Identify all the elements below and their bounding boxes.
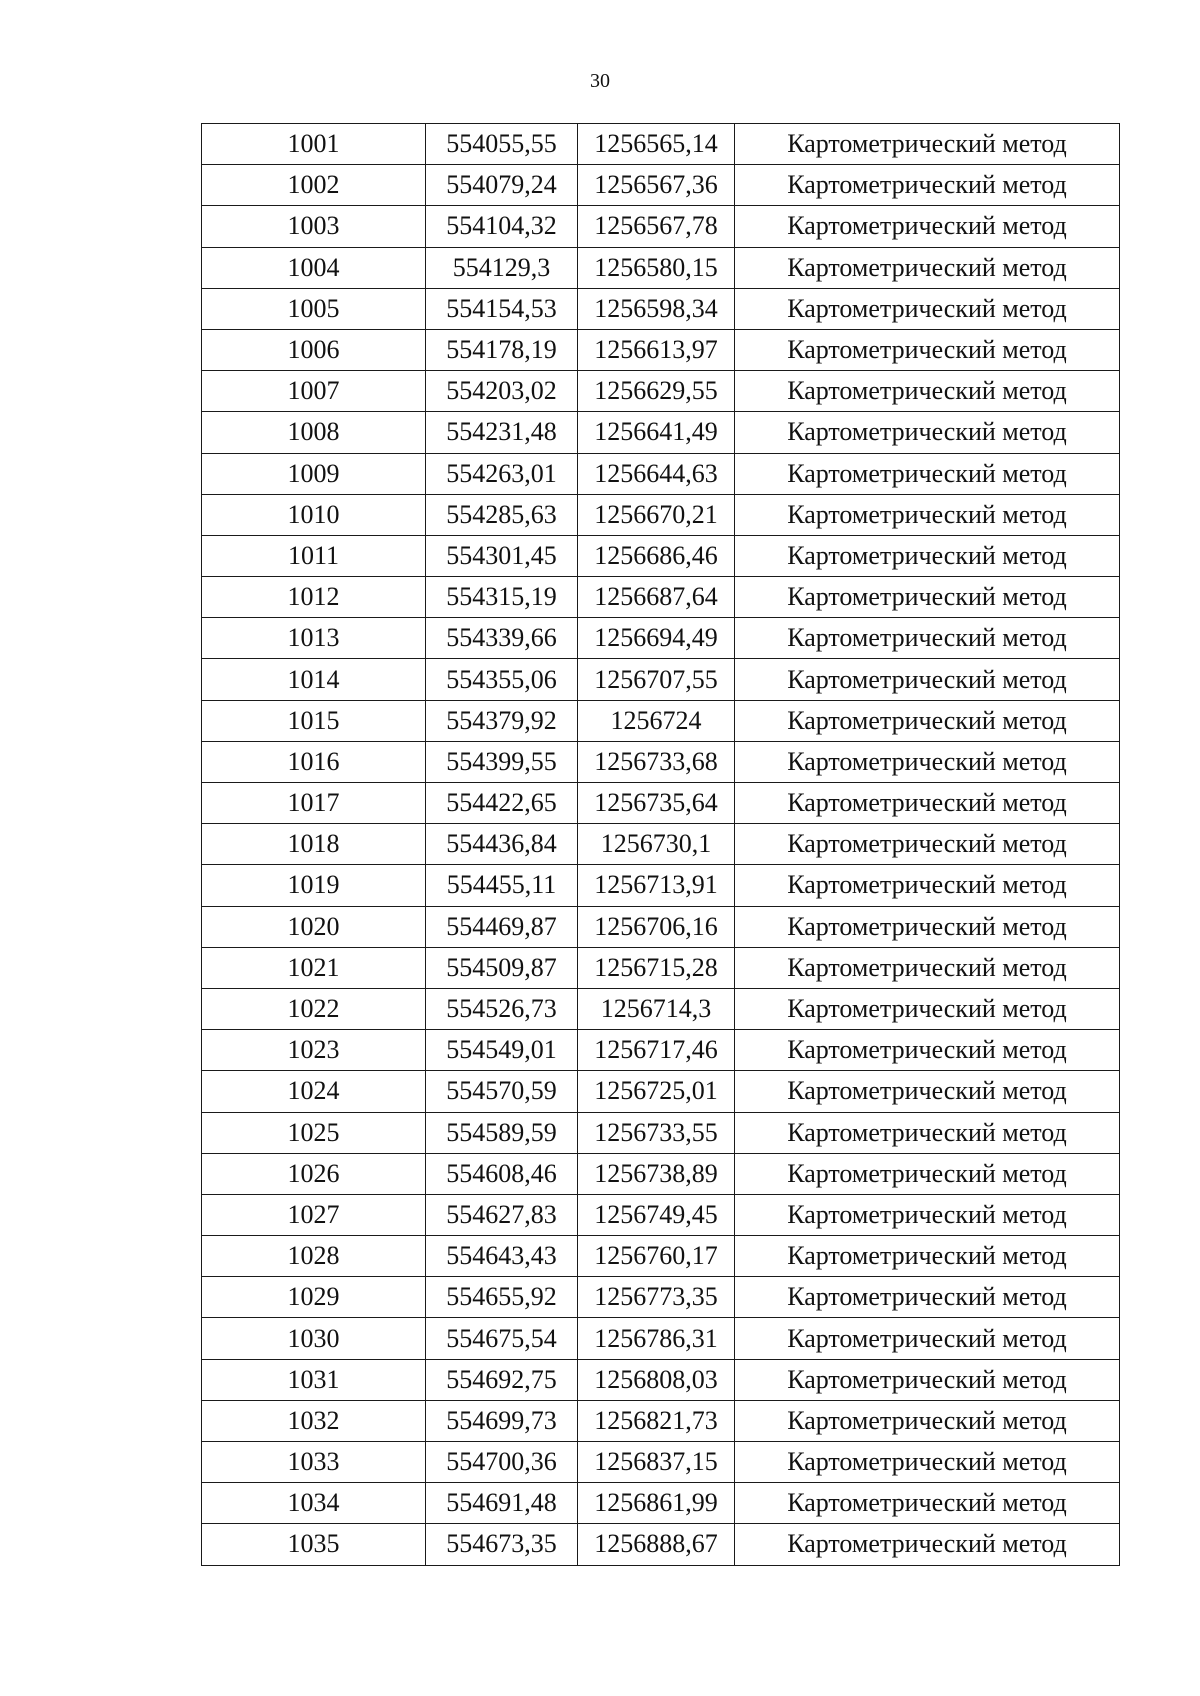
point-number-cell: 1014 <box>202 659 426 700</box>
table-row <box>202 1400 1120 1441</box>
table-row <box>202 1112 1120 1153</box>
coordinate-y-cell: 1256687,64 <box>578 577 735 618</box>
table-row <box>202 494 1120 535</box>
coordinate-y-cell: 1256641,49 <box>578 412 735 453</box>
table-row <box>202 1318 1120 1359</box>
method-cell: Картометрический метод <box>735 1277 1120 1318</box>
coordinate-y-cell: 1256888,67 <box>578 1524 735 1565</box>
table-row <box>202 865 1120 906</box>
table-row <box>202 783 1120 824</box>
table-row <box>202 1483 1120 1524</box>
method-cell: Картометрический метод <box>735 535 1120 576</box>
point-number-cell: 1011 <box>202 535 426 576</box>
coordinate-y-cell: 1256735,64 <box>578 783 735 824</box>
point-number-cell: 1001 <box>202 124 426 165</box>
coordinate-x-cell: 554203,02 <box>426 371 578 412</box>
method-cell: Картометрический метод <box>735 988 1120 1029</box>
coordinate-x-cell: 554673,35 <box>426 1524 578 1565</box>
coordinate-x-cell: 554422,65 <box>426 783 578 824</box>
coordinate-y-cell: 1256837,15 <box>578 1442 735 1483</box>
method-cell: Картометрический метод <box>735 700 1120 741</box>
point-number-cell: 1020 <box>202 906 426 947</box>
coordinate-x-cell: 554570,59 <box>426 1071 578 1112</box>
method-cell: Картометрический метод <box>735 1153 1120 1194</box>
coordinates-table <box>201 123 1120 1566</box>
table-row <box>202 906 1120 947</box>
coordinate-y-cell: 1256808,03 <box>578 1359 735 1400</box>
method-cell: Картометрический метод <box>735 1524 1120 1565</box>
table-row <box>202 124 1120 165</box>
method-cell: Картометрический метод <box>735 494 1120 535</box>
coordinate-y-cell: 1256861,99 <box>578 1483 735 1524</box>
coordinate-y-cell: 1256714,3 <box>578 988 735 1029</box>
method-cell: Картометрический метод <box>735 1359 1120 1400</box>
table-row <box>202 659 1120 700</box>
coordinate-x-cell: 554285,63 <box>426 494 578 535</box>
point-number-cell: 1012 <box>202 577 426 618</box>
method-cell: Картометрический метод <box>735 618 1120 659</box>
point-number-cell: 1008 <box>202 412 426 453</box>
method-cell: Картометрический метод <box>735 659 1120 700</box>
method-cell: Картометрический метод <box>735 412 1120 453</box>
coordinate-y-cell: 1256715,28 <box>578 947 735 988</box>
coordinate-y-cell: 1256821,73 <box>578 1400 735 1441</box>
table-row <box>202 700 1120 741</box>
point-number-cell: 1021 <box>202 947 426 988</box>
method-cell: Картометрический метод <box>735 1236 1120 1277</box>
point-number-cell: 1029 <box>202 1277 426 1318</box>
coordinate-x-cell: 554549,01 <box>426 1030 578 1071</box>
method-cell: Картометрический метод <box>735 1483 1120 1524</box>
method-cell: Картометрический метод <box>735 1194 1120 1235</box>
method-cell: Картометрический метод <box>735 124 1120 165</box>
coordinate-y-cell: 1256733,68 <box>578 741 735 782</box>
table-row <box>202 1030 1120 1071</box>
coordinate-x-cell: 554379,92 <box>426 700 578 741</box>
point-number-cell: 1023 <box>202 1030 426 1071</box>
point-number-cell: 1017 <box>202 783 426 824</box>
coordinates-table-body <box>202 124 1120 1566</box>
coordinate-x-cell: 554655,92 <box>426 1277 578 1318</box>
coordinate-x-cell: 554339,66 <box>426 618 578 659</box>
method-cell: Картометрический метод <box>735 1112 1120 1153</box>
coordinate-y-cell: 1256686,46 <box>578 535 735 576</box>
coordinate-y-cell: 1256598,34 <box>578 288 735 329</box>
coordinate-y-cell: 1256670,21 <box>578 494 735 535</box>
coordinate-x-cell: 554699,73 <box>426 1400 578 1441</box>
method-cell: Картометрический метод <box>735 865 1120 906</box>
table-row <box>202 288 1120 329</box>
coordinate-x-cell: 554643,43 <box>426 1236 578 1277</box>
table-row <box>202 947 1120 988</box>
point-number-cell: 1016 <box>202 741 426 782</box>
table-row <box>202 412 1120 453</box>
coordinate-y-cell: 1256733,55 <box>578 1112 735 1153</box>
coordinate-x-cell: 554301,45 <box>426 535 578 576</box>
coordinate-y-cell: 1256706,16 <box>578 906 735 947</box>
coordinate-y-cell: 1256694,49 <box>578 618 735 659</box>
point-number-cell: 1018 <box>202 824 426 865</box>
point-number-cell: 1028 <box>202 1236 426 1277</box>
coordinate-y-cell: 1256644,63 <box>578 453 735 494</box>
coordinate-y-cell: 1256760,17 <box>578 1236 735 1277</box>
coordinate-y-cell: 1256565,14 <box>578 124 735 165</box>
coordinate-x-cell: 554691,48 <box>426 1483 578 1524</box>
table-row <box>202 1153 1120 1194</box>
method-cell: Картометрический метод <box>735 247 1120 288</box>
coordinate-x-cell: 554589,59 <box>426 1112 578 1153</box>
point-number-cell: 1026 <box>202 1153 426 1194</box>
table-row <box>202 165 1120 206</box>
point-number-cell: 1015 <box>202 700 426 741</box>
table-row <box>202 1071 1120 1112</box>
coordinate-x-cell: 554455,11 <box>426 865 578 906</box>
coordinate-x-cell: 554079,24 <box>426 165 578 206</box>
coordinate-x-cell: 554231,48 <box>426 412 578 453</box>
coordinate-y-cell: 1256786,31 <box>578 1318 735 1359</box>
table-row <box>202 741 1120 782</box>
coordinate-y-cell: 1256738,89 <box>578 1153 735 1194</box>
coordinate-y-cell: 1256725,01 <box>578 1071 735 1112</box>
table-row <box>202 1524 1120 1565</box>
point-number-cell: 1006 <box>202 329 426 370</box>
point-number-cell: 1010 <box>202 494 426 535</box>
coordinate-y-cell: 1256613,97 <box>578 329 735 370</box>
point-number-cell: 1005 <box>202 288 426 329</box>
coordinate-x-cell: 554469,87 <box>426 906 578 947</box>
coordinate-x-cell: 554700,36 <box>426 1442 578 1483</box>
method-cell: Картометрический метод <box>735 165 1120 206</box>
point-number-cell: 1027 <box>202 1194 426 1235</box>
coordinate-y-cell: 1256713,91 <box>578 865 735 906</box>
coordinate-x-cell: 554627,83 <box>426 1194 578 1235</box>
coordinate-x-cell: 554436,84 <box>426 824 578 865</box>
coordinate-y-cell: 1256567,36 <box>578 165 735 206</box>
method-cell: Картометрический метод <box>735 906 1120 947</box>
point-number-cell: 1031 <box>202 1359 426 1400</box>
point-number-cell: 1007 <box>202 371 426 412</box>
point-number-cell: 1034 <box>202 1483 426 1524</box>
table-row <box>202 1359 1120 1400</box>
table-row <box>202 371 1120 412</box>
coordinate-y-cell: 1256567,78 <box>578 206 735 247</box>
point-number-cell: 1030 <box>202 1318 426 1359</box>
coordinate-y-cell: 1256629,55 <box>578 371 735 412</box>
coordinate-y-cell: 1256580,15 <box>578 247 735 288</box>
table-row <box>202 1442 1120 1483</box>
method-cell: Картометрический метод <box>735 947 1120 988</box>
coordinate-x-cell: 554263,01 <box>426 453 578 494</box>
coordinate-x-cell: 554399,55 <box>426 741 578 782</box>
point-number-cell: 1019 <box>202 865 426 906</box>
coordinate-y-cell: 1256749,45 <box>578 1194 735 1235</box>
table-row <box>202 535 1120 576</box>
method-cell: Картометрический метод <box>735 1030 1120 1071</box>
coordinate-x-cell: 554608,46 <box>426 1153 578 1194</box>
point-number-cell: 1025 <box>202 1112 426 1153</box>
method-cell: Картометрический метод <box>735 329 1120 370</box>
table-row <box>202 206 1120 247</box>
point-number-cell: 1033 <box>202 1442 426 1483</box>
coordinate-x-cell: 554355,06 <box>426 659 578 700</box>
method-cell: Картометрический метод <box>735 824 1120 865</box>
point-number-cell: 1002 <box>202 165 426 206</box>
point-number-cell: 1004 <box>202 247 426 288</box>
method-cell: Картометрический метод <box>735 741 1120 782</box>
coordinate-x-cell: 554154,53 <box>426 288 578 329</box>
coordinate-x-cell: 554526,73 <box>426 988 578 1029</box>
table-row <box>202 1194 1120 1235</box>
coordinate-x-cell: 554178,19 <box>426 329 578 370</box>
table-row <box>202 988 1120 1029</box>
point-number-cell: 1035 <box>202 1524 426 1565</box>
method-cell: Картометрический метод <box>735 453 1120 494</box>
coordinate-x-cell: 554055,55 <box>426 124 578 165</box>
method-cell: Картометрический метод <box>735 1442 1120 1483</box>
method-cell: Картометрический метод <box>735 783 1120 824</box>
coordinate-x-cell: 554692,75 <box>426 1359 578 1400</box>
coordinate-x-cell: 554104,32 <box>426 206 578 247</box>
method-cell: Картометрический метод <box>735 577 1120 618</box>
method-cell: Картометрический метод <box>735 1400 1120 1441</box>
coordinate-x-cell: 554315,19 <box>426 577 578 618</box>
method-cell: Картометрический метод <box>735 1318 1120 1359</box>
coordinate-x-cell: 554509,87 <box>426 947 578 988</box>
point-number-cell: 1013 <box>202 618 426 659</box>
coordinate-y-cell: 1256730,1 <box>578 824 735 865</box>
table-row <box>202 1236 1120 1277</box>
table-row <box>202 577 1120 618</box>
method-cell: Картометрический метод <box>735 288 1120 329</box>
coordinate-y-cell: 1256724 <box>578 700 735 741</box>
table-row <box>202 453 1120 494</box>
table-row <box>202 329 1120 370</box>
page-number: 30 <box>590 70 610 92</box>
table-row <box>202 247 1120 288</box>
table-row <box>202 1277 1120 1318</box>
table-row <box>202 618 1120 659</box>
method-cell: Картометрический метод <box>735 371 1120 412</box>
point-number-cell: 1022 <box>202 988 426 1029</box>
table-row <box>202 824 1120 865</box>
method-cell: Картометрический метод <box>735 1071 1120 1112</box>
method-cell: Картометрический метод <box>735 206 1120 247</box>
point-number-cell: 1009 <box>202 453 426 494</box>
coordinate-x-cell: 554129,3 <box>426 247 578 288</box>
point-number-cell: 1024 <box>202 1071 426 1112</box>
coordinate-y-cell: 1256707,55 <box>578 659 735 700</box>
coordinate-y-cell: 1256773,35 <box>578 1277 735 1318</box>
coordinate-x-cell: 554675,54 <box>426 1318 578 1359</box>
point-number-cell: 1032 <box>202 1400 426 1441</box>
point-number-cell: 1003 <box>202 206 426 247</box>
coordinate-y-cell: 1256717,46 <box>578 1030 735 1071</box>
